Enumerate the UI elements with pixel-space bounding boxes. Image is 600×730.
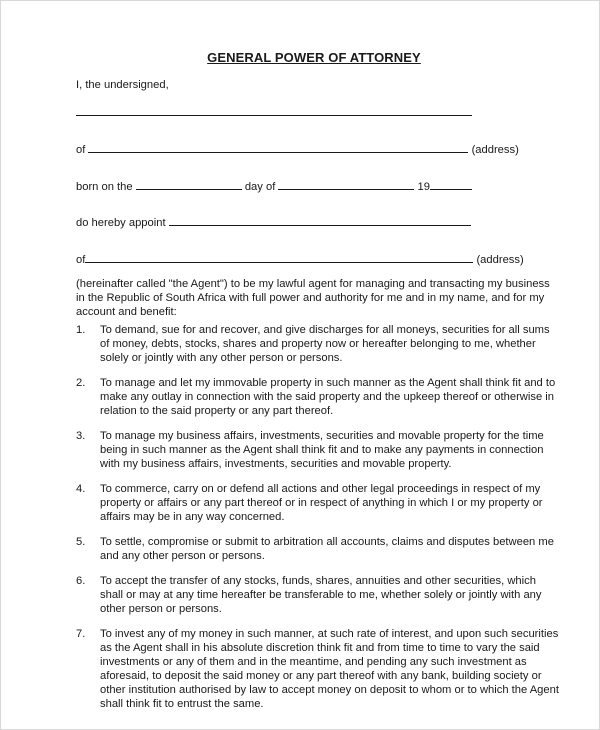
- undersigned-name-field[interactable]: [76, 104, 472, 120]
- appoint-label: do hereby appoint: [76, 217, 166, 229]
- clause-text: To settle, compromise or submit to arbitration all accounts, claims and disputes between me and any other person or persons.: [100, 536, 554, 562]
- clause-item: [76, 574, 560, 616]
- clause-number: 2.: [76, 377, 86, 389]
- day-of-label: day of: [244, 181, 276, 193]
- clause-item: [76, 323, 560, 365]
- clause-text: To invest any of my money in such manner, at such rate of interest, and upon such securities as the Agent shall in his absolute discretion think fit and from time to time to vary the said investments or any of them and in the meantime, and pending any such investment as aforesaid, to deposit the said money or any part thereof with any bank, building society or other institution authorised by law to accept money on deposit to whom or to which the Agent shall think fit to entrust the same.: [100, 628, 559, 710]
- document-title: GENERAL POWER OF ATTORNEY: [207, 50, 421, 65]
- year-prefix: 19: [417, 181, 430, 193]
- clause-number: 7.: [76, 628, 86, 640]
- address-label-1: (address): [471, 144, 519, 156]
- clause-number: 4.: [76, 483, 86, 495]
- clause-number: 5.: [76, 536, 86, 548]
- clause-item: [76, 627, 560, 711]
- clause-number: 1.: [76, 324, 86, 336]
- intro-paragraph: (hereinafter called "the Agent") to be my lawful agent for managing and transacting my business in the Republic of South Africa with full power and authority for me and in my name, and for my account and benefit:: [76, 278, 550, 318]
- clause-text: To manage and let my immovable property in such manner as the Agent shall think fit and to make any outlay in connection with the said property and the upkeep thereof or otherwise in relation to the said property or any part thereof.: [100, 377, 556, 417]
- clause-item: [76, 535, 560, 563]
- address-line-2: [76, 251, 524, 267]
- opening-line: I, the undersigned,: [76, 79, 169, 91]
- clause-number: 3.: [76, 430, 86, 442]
- clause-text: To demand, sue for and recover, and give discharges for all moneys, securities for all sums of money, debts, stocks, shares and property now or hereafter belonging to me, whether solely or jointly with any other person or persons.: [100, 324, 550, 364]
- of-label-1: of: [76, 144, 86, 156]
- clause-text: To commerce, carry on or defend all actions and other legal proceedings in respect of my property or affairs or any part thereof or in respect of anything in which I or my property or affairs may be in any way concerned.: [100, 483, 543, 523]
- address-line-1: [76, 141, 519, 157]
- clause-text: To manage my business affairs, investments, securities and movable property for the time being in such manner as the Agent shall think fit and to make any payments in connection with my business affairs, investments, securities and movable property.: [100, 430, 544, 470]
- clause-text: To accept the transfer of any stocks, funds, shares, annuities and other securities, which shall or may at any time hereafter be transferable to me, whether solely or jointly with any other person or persons.: [100, 575, 542, 615]
- born-label: born on the: [76, 181, 133, 193]
- appoint-line: [76, 214, 471, 230]
- clause-number: 6.: [76, 575, 86, 587]
- of-label-2: of: [76, 254, 86, 266]
- birth-day-blank[interactable]: [136, 178, 242, 190]
- birth-date-line: [76, 178, 472, 194]
- clause-list: [76, 323, 560, 722]
- clause-item: [76, 429, 560, 471]
- birth-month-blank[interactable]: [278, 178, 414, 190]
- address-label-2: (address): [476, 254, 524, 266]
- address-blank-2[interactable]: [85, 251, 473, 263]
- birth-year-blank[interactable]: [430, 178, 472, 190]
- clause-item: [76, 376, 560, 418]
- agent-name-blank[interactable]: [169, 214, 471, 226]
- name-blank[interactable]: [76, 104, 472, 116]
- clause-item: [76, 482, 560, 524]
- address-blank-1[interactable]: [88, 141, 468, 153]
